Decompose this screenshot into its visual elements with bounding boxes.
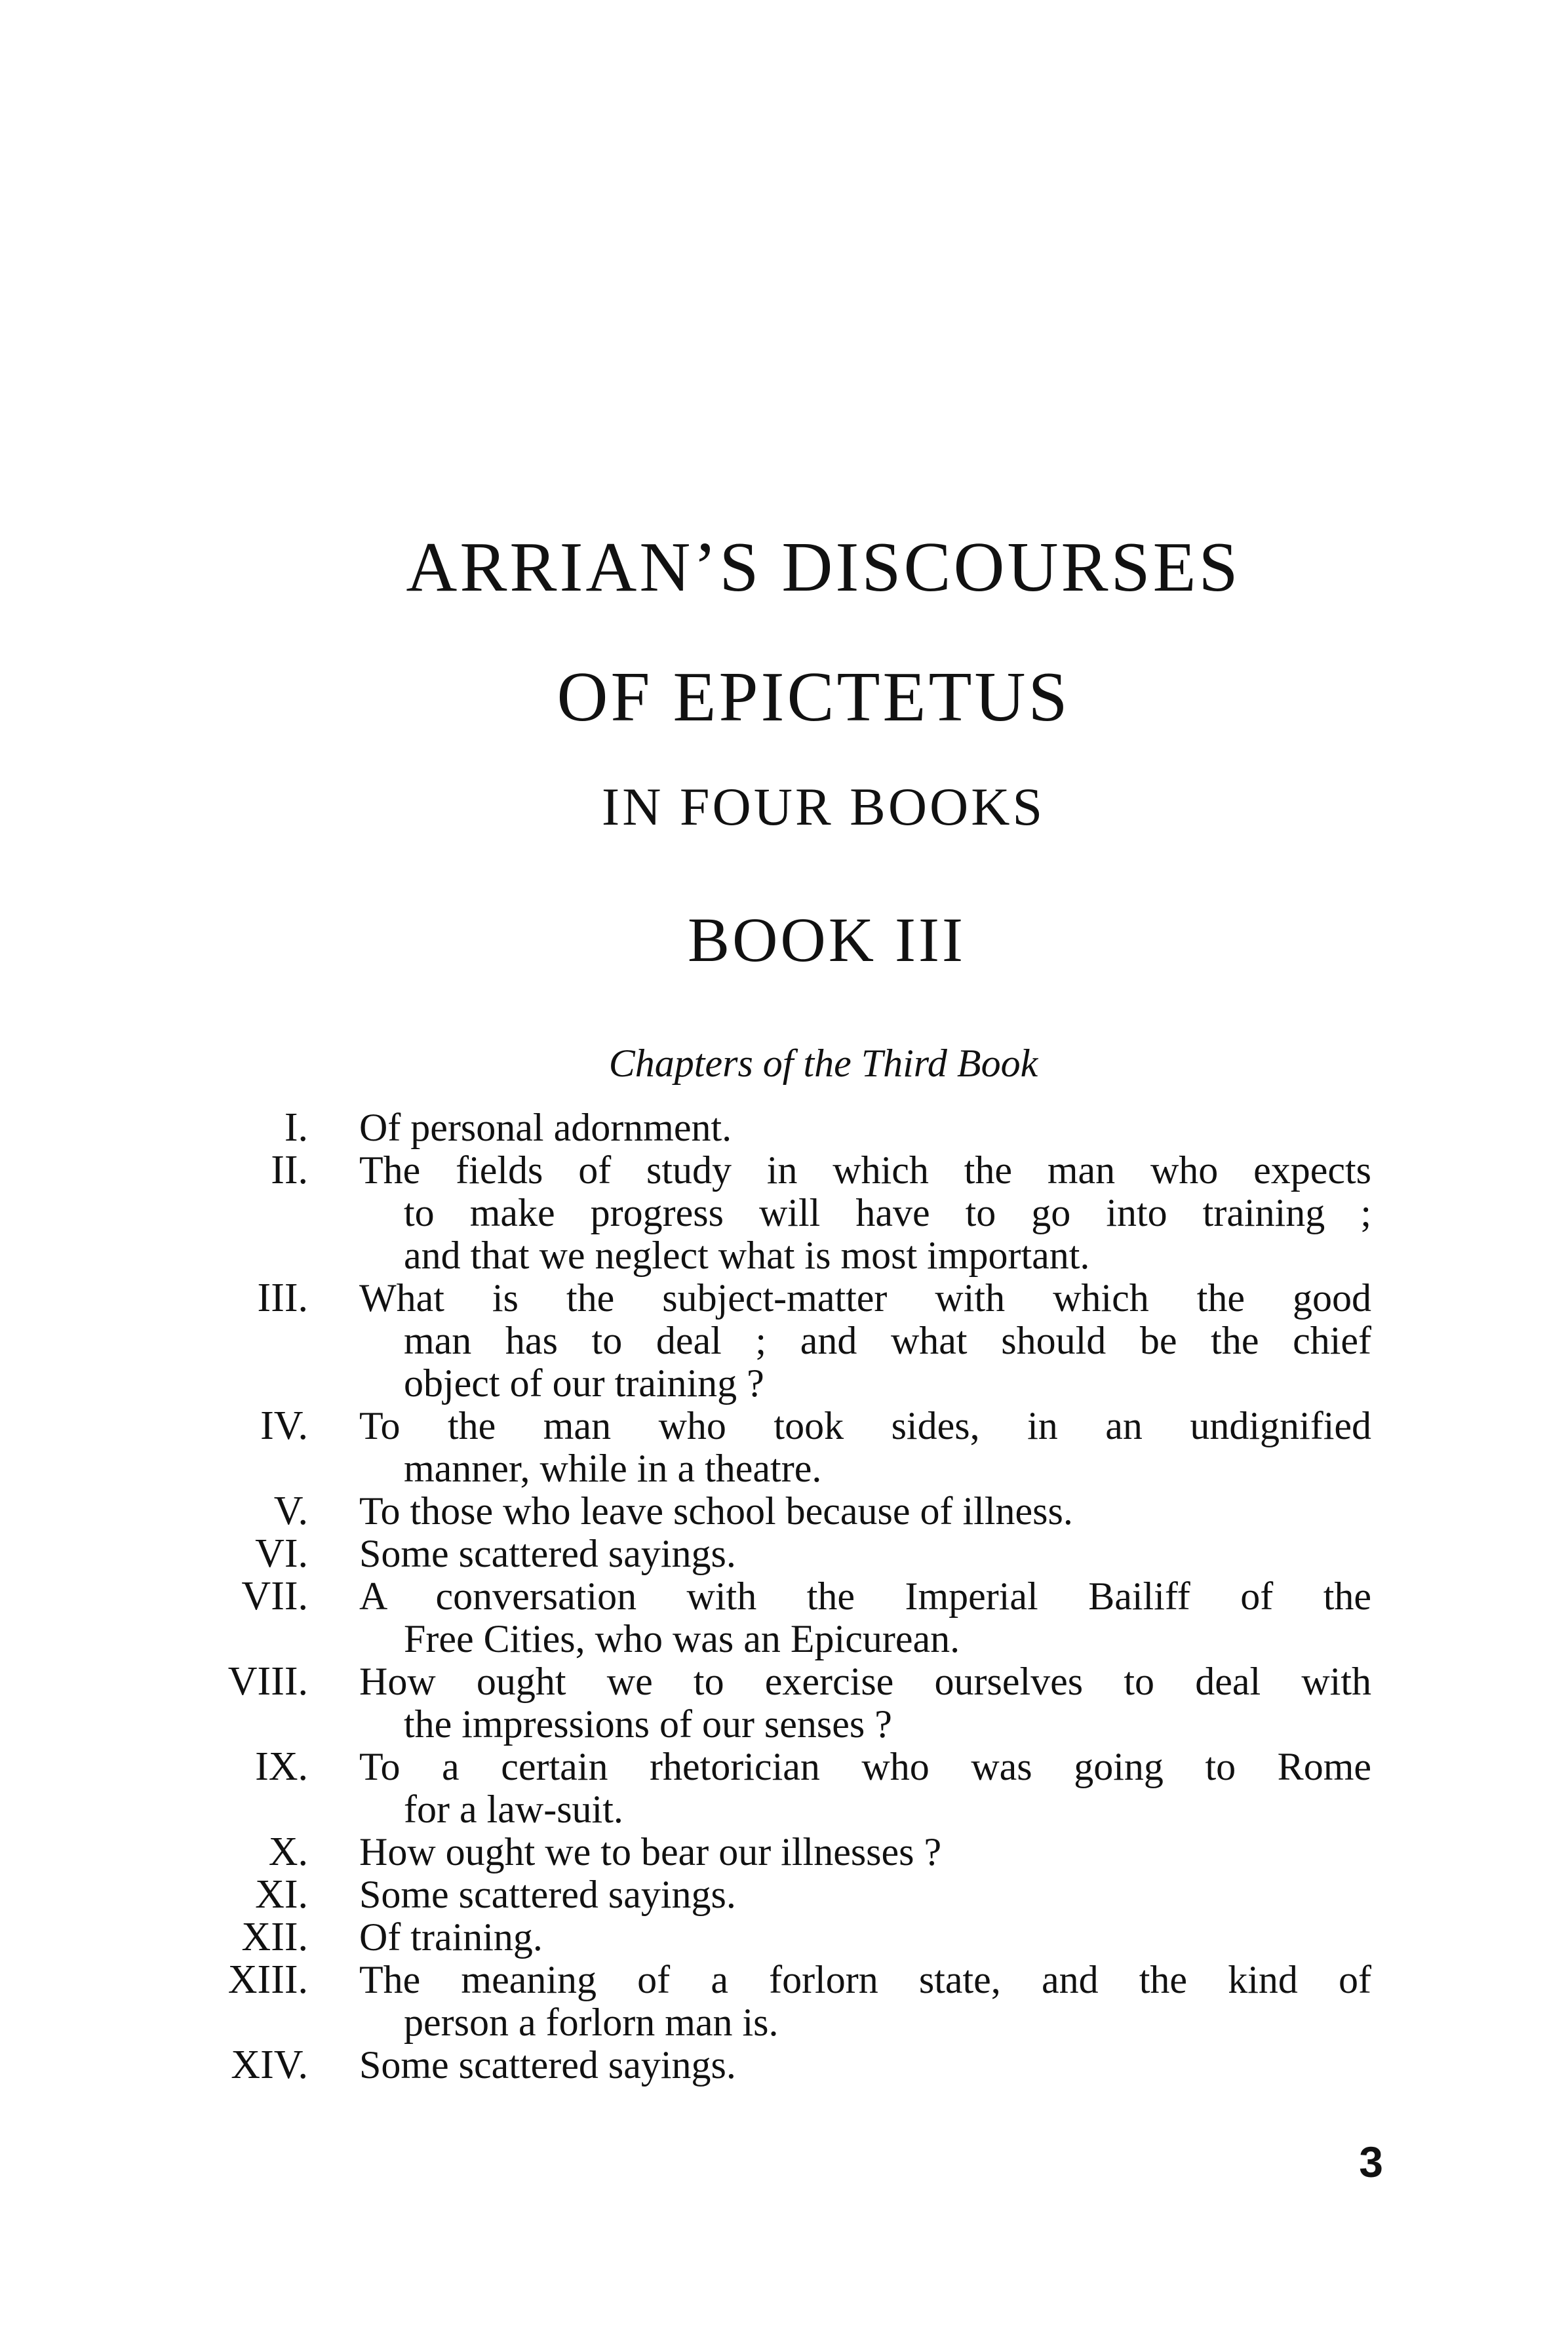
toc-entry (0, 1831, 1568, 1873)
chapter-title-line: To those who leave school because of illness. (359, 1489, 1073, 1533)
chapter-title (359, 1746, 1371, 1831)
chapter-title (359, 1149, 1371, 1277)
toc-entry (0, 1575, 1568, 1660)
toc-entry (0, 1916, 1568, 1959)
chapter-title-line: A conversation with the Imperial Bailiff of the (359, 1575, 1371, 1618)
chapters-heading: Chapters of the Third Book (608, 1042, 1038, 1085)
chapter-numeral: V. (273, 1489, 308, 1533)
chapter-numeral: XIV. (231, 2043, 308, 2087)
chapter-title-line: Some scattered sayings. (359, 1873, 736, 1916)
chapter-numeral: II. (271, 1148, 308, 1192)
chapter-title (359, 1873, 1371, 1916)
toc-entry (0, 1959, 1568, 2044)
table-of-contents (0, 1107, 1568, 2087)
chapter-numeral: XII. (241, 1915, 308, 1959)
toc-entry (0, 2044, 1568, 2087)
chapter-numeral: IX. (255, 1744, 308, 1789)
subtitle: IN FOUR BOOKS (601, 777, 1046, 836)
chapter-title-line: to make progress will have to go into training ; (404, 1191, 1371, 1234)
toc-entry (0, 1277, 1568, 1405)
chapter-title-line: person a forlorn man is. (404, 2001, 779, 2044)
title-line-1: ARRIAN’S DISCOURSES (406, 528, 1241, 606)
toc-entry (0, 1490, 1568, 1533)
chapter-title-line: The fields of study in which the man who expects (359, 1148, 1371, 1192)
chapter-title (359, 1916, 1371, 1959)
chapter-title-line: Some scattered sayings. (359, 1532, 736, 1575)
chapter-numeral: XIII. (227, 1957, 308, 2002)
chapter-title-line: man has to deal ; and what should be the chief (404, 1319, 1371, 1362)
chapter-title-line: and that we neglect what is most important. (404, 1234, 1090, 1277)
chapter-title-line: Some scattered sayings. (359, 2043, 736, 2087)
chapter-numeral: IV. (260, 1403, 308, 1448)
title-line-2: OF EPICTETUS (557, 658, 1070, 736)
book-heading: BOOK III (688, 905, 966, 975)
chapter-title-line: for a law-suit. (404, 1788, 623, 1831)
chapter-numeral: VII. (241, 1574, 308, 1618)
chapter-title-line: The meaning of a forlorn state, and the kind of (359, 1958, 1371, 2001)
toc-entry (0, 1873, 1568, 1916)
toc-entry (0, 1405, 1568, 1490)
chapter-title (359, 2044, 1371, 2087)
chapter-numeral: I. (284, 1105, 308, 1150)
chapter-title-line: the impressions of our senses ? (404, 1702, 892, 1746)
chapter-title (359, 1490, 1371, 1533)
chapter-title-line: Of training. (359, 1915, 543, 1959)
chapter-title (359, 1575, 1371, 1660)
chapter-title (359, 1405, 1371, 1490)
chapter-title-line: How ought we to exercise ourselves to deal with (359, 1660, 1371, 1703)
chapter-title-line: manner, while in a theatre. (404, 1447, 822, 1490)
chapter-title (359, 1831, 1371, 1873)
chapter-title (359, 1660, 1371, 1746)
toc-entry (0, 1107, 1568, 1149)
chapter-title (359, 1277, 1371, 1405)
chapter-numeral: VIII. (227, 1659, 308, 1704)
chapter-title-line: object of our training ? (404, 1362, 764, 1405)
chapter-title (359, 1533, 1371, 1575)
toc-entry (0, 1660, 1568, 1746)
chapter-title (359, 1959, 1371, 2044)
chapter-numeral: XI. (255, 1872, 308, 1917)
toc-entry (0, 1746, 1568, 1831)
toc-entry (0, 1533, 1568, 1575)
chapter-numeral: VI. (255, 1531, 308, 1576)
chapter-title-line: What is the subject-matter with which the good (359, 1276, 1371, 1320)
chapter-title-line: To a certain rhetorician who was going to Rome (359, 1745, 1371, 1788)
chapter-title (359, 1107, 1371, 1149)
chapter-title-line: To the man who took sides, in an undignified (359, 1404, 1371, 1447)
page-number: 3 (1359, 2138, 1383, 2186)
chapter-numeral: X. (268, 1830, 308, 1874)
chapter-title-line: Free Cities, who was an Epicurean. (404, 1617, 960, 1660)
toc-entry (0, 1149, 1568, 1277)
chapter-title-line: How ought we to bear our illnesses ? (359, 1830, 942, 1873)
chapter-numeral: III. (257, 1276, 308, 1320)
chapter-title-line: Of personal adornment. (359, 1106, 732, 1149)
